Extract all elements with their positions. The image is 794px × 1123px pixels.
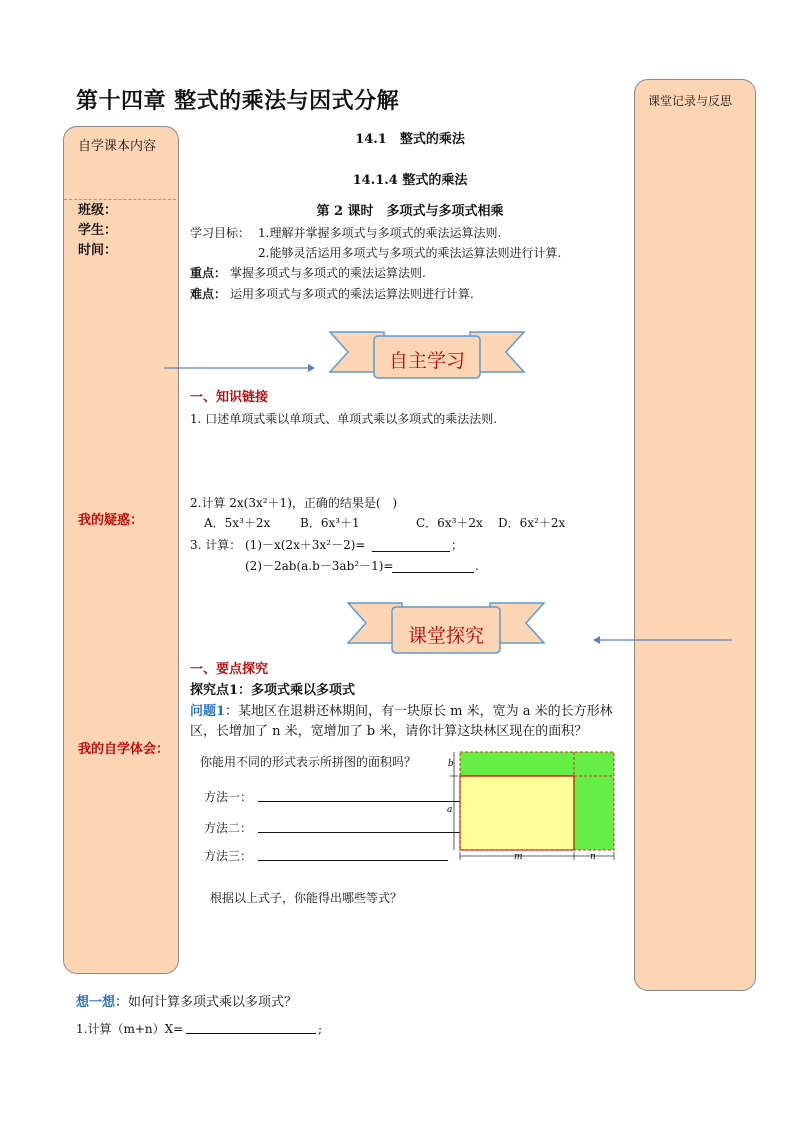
method-3-blank[interactable] xyxy=(258,846,448,861)
class-notes-heading: 课堂记录与反思 xyxy=(648,94,733,108)
difficulty-text: 运用多项式与多项式的乘法运算法则进行计算. xyxy=(230,287,474,301)
class-label: 班级： xyxy=(78,203,118,218)
banner-explore-text: 课堂探究 xyxy=(407,625,484,647)
q2-option-d: D．6x²＋2x xyxy=(498,516,566,530)
label-m: m xyxy=(514,852,523,862)
goal-1: 1.理解并掌握多项式与多项式的乘法运算法则. xyxy=(258,226,502,240)
label-a: a xyxy=(447,805,453,815)
q3a-answer-blank[interactable] xyxy=(372,537,450,552)
calc-1-blank[interactable] xyxy=(186,1019,316,1034)
label-n: n xyxy=(590,852,596,862)
q2-option-a: A．5x³＋2x xyxy=(204,516,271,530)
think-line xyxy=(76,994,297,1012)
method-3-label: 方法三： xyxy=(204,849,253,863)
q3b-end: . xyxy=(475,559,479,573)
problem-text: ：某地区在退耕还林期间，有一块原长 m 米，宽为 a 米的长方形林区，长增加了 n 米，宽增加了 b 米，请你计算这块林区现在的面积？ xyxy=(190,704,613,739)
explore-point-1: 探究点1：多项式乘以多项式 xyxy=(190,683,356,698)
method-1-label: 方法一： xyxy=(204,790,253,804)
area-diagram xyxy=(446,750,618,868)
label-b: b xyxy=(448,759,454,769)
lesson-heading: 第 2 课时 多项式与多项式相乘 xyxy=(316,204,504,219)
difficulty-label: 难点： xyxy=(190,287,227,301)
knowledge-link-heading: 一、知识链接 xyxy=(190,390,269,405)
key-points-heading: 一、要点探究 xyxy=(190,662,269,677)
question-2: 2.计算 2x(3x²＋1)，正确的结果是( ) xyxy=(190,496,398,510)
think-label: 想一想： xyxy=(76,995,129,1010)
method-2-label: 方法二： xyxy=(204,821,253,835)
question-1: 1. 口述单项式乘以单项式、单项式乘以多项式的乘法法则. xyxy=(190,412,498,426)
key-text: 掌握多项式与多项式的乘法运算法则. xyxy=(230,266,426,280)
problem-1 xyxy=(190,702,626,742)
question-3b: (2)－2ab(a.b－3ab²－1)= xyxy=(245,559,394,573)
doubts-label: 我的疑惑： xyxy=(78,513,144,528)
goal-2: 2.能够灵活运用多项式与多项式的乘法运算法则进行计算. xyxy=(258,246,562,260)
q2-option-b: B．6x³＋1 xyxy=(300,516,360,530)
figure-question: 你能用不同的形式表示所拼图的面积吗？ xyxy=(200,755,417,769)
q2-option-c: C．6x³＋2x xyxy=(416,516,483,530)
arrow-right-icon xyxy=(164,362,316,374)
left-panel-divider xyxy=(64,199,176,200)
q3a-end: ； xyxy=(451,538,464,552)
experience-label: 我的自学体会： xyxy=(78,742,170,757)
subsection-heading: 14.1.4 整式的乘法 xyxy=(352,173,468,188)
key-label: 重点： xyxy=(190,266,227,280)
calc-1-end: ; xyxy=(318,1022,323,1036)
calc-1: 1.计算（m+n）X= xyxy=(76,1022,184,1036)
goals-label: 学习目标： xyxy=(190,226,251,240)
arrow-left-icon xyxy=(592,634,734,646)
banner-self-study-text: 自主学习 xyxy=(388,350,465,372)
chapter-title: 第十四章 整式的乘法与因式分解 xyxy=(76,89,400,114)
question-3a: (1)－x(2x＋3x²－2)= xyxy=(245,538,366,552)
think-text: 如何计算多项式乘以多项式？ xyxy=(128,995,298,1010)
time-label: 时间： xyxy=(78,243,118,258)
problem-label: 问题1 xyxy=(190,704,226,719)
student-label: 学生： xyxy=(78,223,118,238)
conclusion-question: 根据以上式子，你能得出哪些等式？ xyxy=(210,891,403,905)
section-heading: 14.1 整式的乘法 xyxy=(355,132,465,147)
self-study-heading: 自学课本内容 xyxy=(78,139,157,154)
right-sidebar-panel xyxy=(634,79,756,991)
question-3-prefix: 3. 计算： xyxy=(190,538,242,552)
q3b-answer-blank[interactable] xyxy=(392,558,474,573)
